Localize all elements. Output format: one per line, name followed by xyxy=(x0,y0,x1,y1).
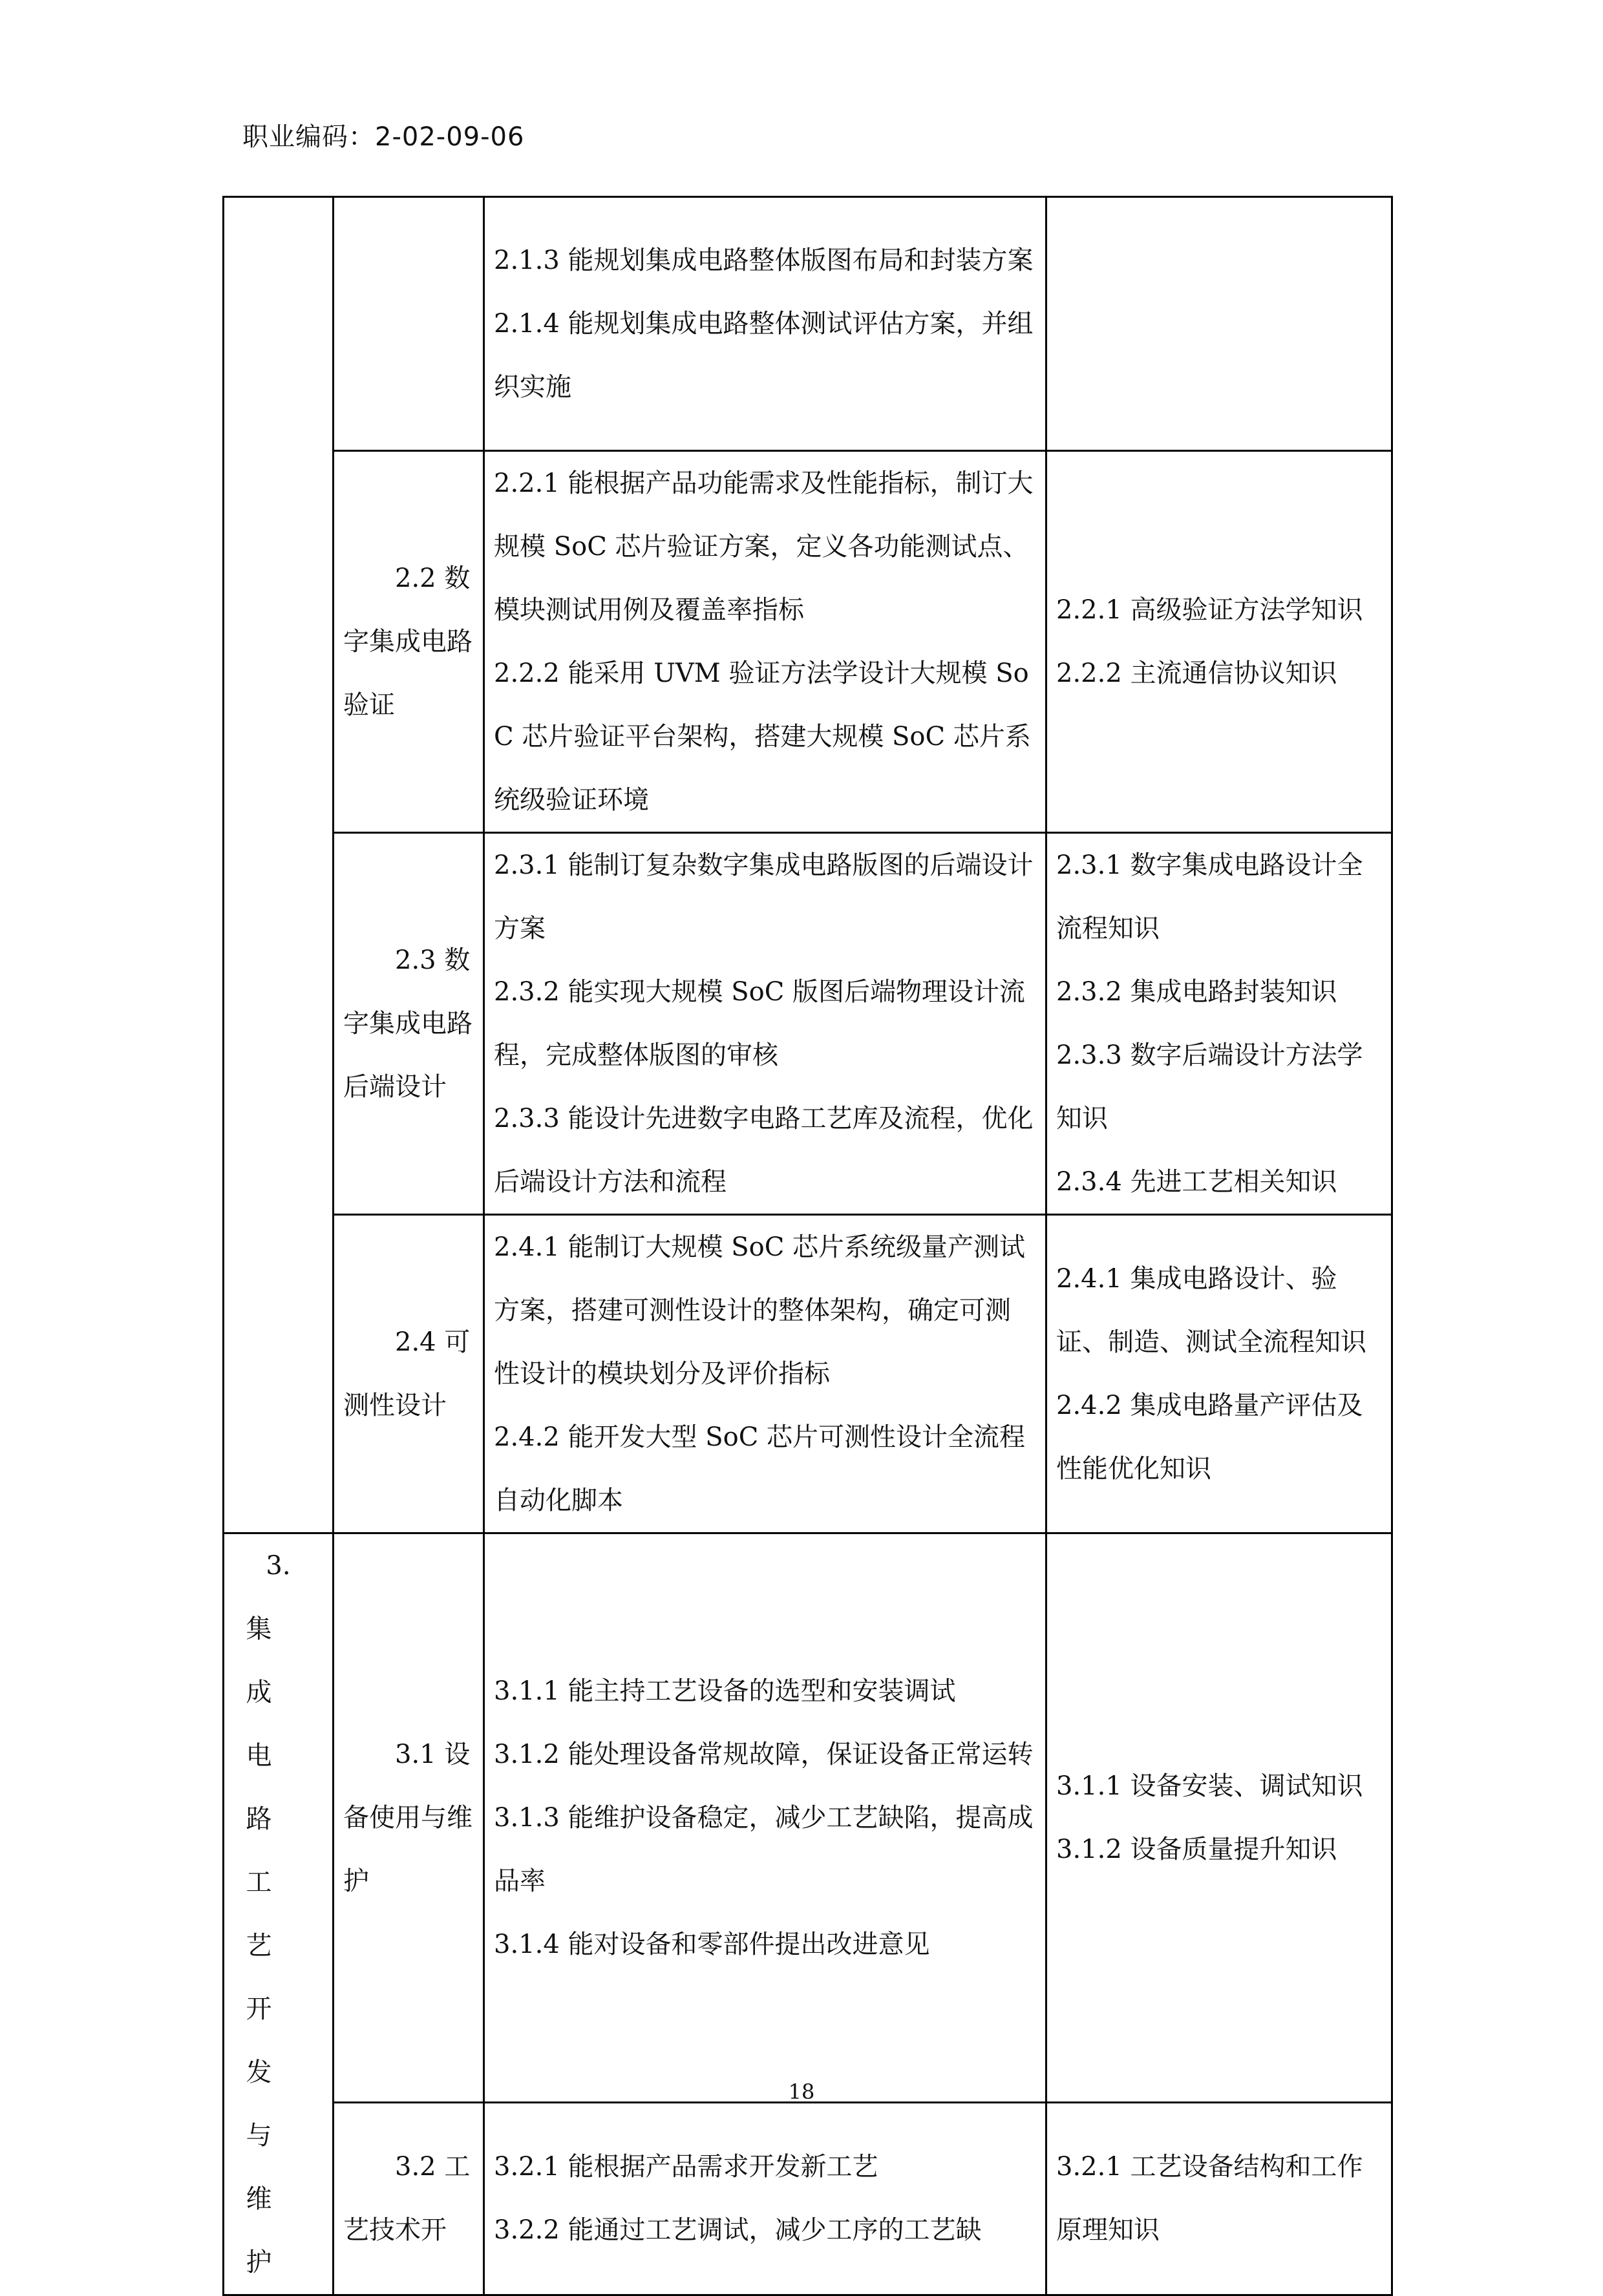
skill-item: 2.4.2 能开发大型 SoC 芯片可测性设计全流程自动化脚本 xyxy=(494,1422,1026,1515)
skills-cell xyxy=(484,833,1046,1215)
knowledge-item: 2.4.2 集成电路量产评估及性能优化知识 xyxy=(1056,1391,1363,1484)
module-cell: 2.3 数字集成电路后端设计 xyxy=(334,833,484,1215)
skills-cell xyxy=(484,451,1046,833)
knowledge-item: 2.2.1 高级验证方法学知识 xyxy=(1056,595,1363,625)
module-cell: 2.2 数字集成电路验证 xyxy=(334,451,484,833)
skill-item: 2.3.3 能设计先进数字电路工艺库及流程，优化后端设计方法和流程 xyxy=(494,1104,1034,1197)
skill-item: 2.1.3 能规划集成电路整体版图布局和封装方案 xyxy=(494,246,1034,275)
function-cell-3 xyxy=(224,1533,334,2295)
skill-item: 3.1.2 能处理设备常规故障，保证设备正常运转 xyxy=(494,1739,1034,1769)
table-row xyxy=(224,1533,1392,2103)
skill-item: 2.2.2 能采用 UVM 验证方法学设计大规模 SoC 芯片验证平台架构，搭建大规模 SoC 芯片系统级验证环境 xyxy=(494,658,1031,815)
module-cell: 2.4 可测性设计 xyxy=(334,1215,484,1533)
occupation-code: 职业编码：2-02-09-06 xyxy=(242,122,525,152)
skills-cell xyxy=(484,1533,1046,2103)
knowledge-cell xyxy=(1046,833,1392,1215)
knowledge-item: 2.2.2 主流通信协议知识 xyxy=(1056,658,1337,688)
skill-item: 2.1.4 能规划集成电路整体测试评估方案，并组织实施 xyxy=(494,309,1034,402)
skills-cell xyxy=(484,197,1046,451)
skill-item: 2.3.2 能实现大规模 SoC 版图后端物理设计流程，完成整体版图的审核 xyxy=(494,977,1026,1070)
skill-item: 2.2.1 能根据产品功能需求及性能指标，制订大规模 SoC 芯片验证方案，定义各功能测试点、模块测试用例及覆盖率指标 xyxy=(494,469,1034,625)
page-number: 18 xyxy=(788,2080,815,2104)
knowledge-item: 3.1.1 设备安装、调试知识 xyxy=(1056,1771,1363,1801)
knowledge-item: 3.1.2 设备质量提升知识 xyxy=(1056,1834,1337,1864)
knowledge-item: 3.2.1 工艺设备结构和工作原理知识 xyxy=(1056,2152,1363,2246)
skill-item: 3.1.3 能维护设备稳定，减少工艺缺陷，提高成品率 xyxy=(494,1802,1034,1896)
table-row xyxy=(224,1215,1392,1533)
knowledge-cell xyxy=(1046,197,1392,451)
knowledge-cell xyxy=(1046,1533,1392,2103)
module-cell: 3.2 工艺技术开 xyxy=(334,2102,484,2295)
knowledge-cell xyxy=(1046,1215,1392,1533)
function-cell-2 xyxy=(224,197,334,1533)
skill-item: 3.2.1 能根据产品需求开发新工艺 xyxy=(494,2152,878,2182)
module-cell xyxy=(334,197,484,451)
skill-item: 2.4.1 能制订大规模 SoC 芯片系统级量产测试方案，搭建可测性设计的整体架构，确定可测性设计的模块划分及评价指标 xyxy=(494,1232,1026,1389)
skill-item: 3.1.1 能主持工艺设备的选型和安装调试 xyxy=(494,1676,956,1706)
skills-cell xyxy=(484,1215,1046,1533)
skill-requirements-table xyxy=(222,196,1393,2296)
function-number: 3. xyxy=(266,1551,291,1581)
table-row xyxy=(224,197,1392,451)
knowledge-item: 2.3.4 先进工艺相关知识 xyxy=(1056,1167,1337,1197)
knowledge-cell xyxy=(1046,451,1392,833)
table-row xyxy=(224,833,1392,1215)
skill-item: 2.3.1 能制订复杂数字集成电路版图的后端设计方案 xyxy=(494,850,1034,943)
knowledge-item: 2.3.3 数字后端设计方法学知识 xyxy=(1056,1040,1363,1133)
skill-item: 3.2.2 能通过工艺调试，减少工序的工艺缺 xyxy=(494,2215,982,2246)
skill-item: 3.1.4 能对设备和零部件提出改进意见 xyxy=(494,1929,930,1959)
knowledge-item: 2.3.2 集成电路封装知识 xyxy=(1056,977,1337,1007)
function-name: 集成电路工艺开发与维护 xyxy=(246,1614,311,2277)
knowledge-item: 2.3.1 数字集成电路设计全流程知识 xyxy=(1056,850,1363,943)
table-row xyxy=(224,451,1392,833)
knowledge-item: 2.4.1 集成电路设计、验证、制造、测试全流程知识 xyxy=(1056,1264,1366,1357)
module-cell: 3.1 设备使用与维护 xyxy=(334,1533,484,2103)
